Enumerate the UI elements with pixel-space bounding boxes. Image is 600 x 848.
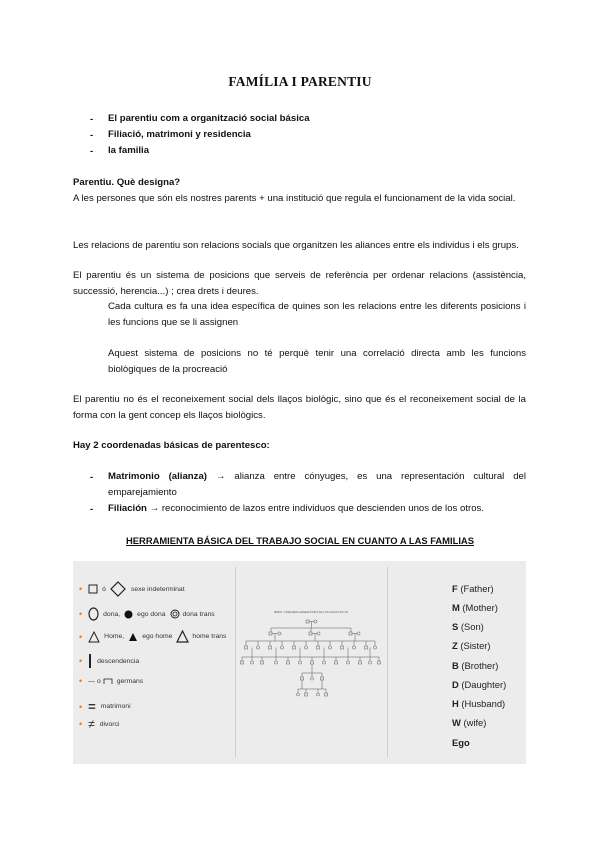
definition-text: reconocimiento de lazos entre individuos que descienden unos de los otros. <box>161 503 484 514</box>
legend-row: • ó sexe indeterminat <box>79 581 185 597</box>
legend-row: • ≠ divorci <box>79 717 120 731</box>
arrow-icon: → <box>149 503 162 514</box>
arrow-icon: → <box>215 471 235 482</box>
indented-paragraph: Cada cultura es fa una idea específica de quines son les relacions entre les diferents posicions i les funcions que se li assignen <box>108 301 526 328</box>
bullet-icon: • <box>79 609 83 619</box>
bullet-item: la familia <box>108 145 150 156</box>
equals-icon: = <box>88 699 96 714</box>
kinship-entry: W (wife) <box>452 717 487 728</box>
legend-row: • dona, ego dona dona trans <box>79 609 215 619</box>
bullet-icon: • <box>79 701 83 712</box>
bullet-icon: • <box>79 631 83 642</box>
bullet-icon: • <box>79 584 83 594</box>
kinship-entry: B (Brother) <box>452 660 499 671</box>
figure-heading: HERRAMIENTA BÁSICA DEL TRABAJO SOCIAL EN CUANTO A LAS FAMILIAS <box>126 535 474 546</box>
paragraph: Les relacions de parentiu son relacions socials que organitzen les aliances entre els individus i els grups. <box>73 240 519 251</box>
legend-row: • Home, ego home home trans <box>79 631 227 642</box>
kinship-entry: Z (Sister) <box>452 640 491 651</box>
kinship-entry: F (Father) <box>452 583 494 594</box>
page-title: FAMÍLIA I PARENTIU <box>228 74 372 89</box>
kinship-entry: H (Husband) <box>452 698 506 709</box>
bullet-icon: • <box>79 719 83 729</box>
triangle-trans-icon <box>176 630 189 643</box>
indented-paragraph: Aquest sistema de posicions no té perquè tenir una correlació directa amb les funcions biològiques de la procreació <box>108 348 526 375</box>
paragraph: El parentiu és un sistema de posicions que serveis de referència per ordenar relacions (assistència, successió, herencia...) ; crea drets i deures. <box>73 270 526 297</box>
kinship-entry: M (Mother) <box>452 602 498 613</box>
bullet-item: El parentiu com a organització social básica <box>108 113 310 124</box>
kinship-entry: Ego <box>452 737 470 748</box>
bullet-icon: • <box>79 676 83 686</box>
bullet-dash: - <box>90 114 94 125</box>
section-heading: Parentiu. Què designa? <box>73 177 181 188</box>
section-heading: Hay 2 coordenadas básicas de parentesco: <box>73 440 270 451</box>
paragraph: A les persones que són els nostres parents + una institució que regula el funcionament de la vida social. <box>73 193 516 204</box>
bullet-dash: - <box>90 504 94 515</box>
triangle-icon <box>88 631 100 643</box>
not-equal-icon: ≠ <box>88 717 95 731</box>
definition-term: Filiación <box>108 503 147 514</box>
filled-circle-icon <box>124 610 133 619</box>
bullet-dash: - <box>90 130 94 141</box>
sibling-bracket-icon <box>103 678 113 684</box>
legend-row: • = matrimoni <box>79 699 131 714</box>
divider <box>387 567 388 757</box>
definition-text: alianza entre cónyuges, es una representación cultural del emparejamiento <box>108 471 527 498</box>
bullet-dash: - <box>90 146 94 157</box>
definition-term: Matrimonio (alianza) <box>108 471 207 482</box>
genealogy-tree <box>238 619 383 699</box>
bullet-dash: - <box>90 472 94 483</box>
circle-trans-icon <box>170 609 180 619</box>
circle-icon <box>88 607 99 621</box>
bullet-item: Filiació, matrimoni y residencia <box>108 129 251 140</box>
legend-row: • — o germans <box>79 676 144 686</box>
legend-row: • descendencia <box>79 656 140 666</box>
vertical-line-icon <box>88 654 92 668</box>
kinship-entry: D (Daughter) <box>452 679 507 690</box>
divider <box>235 567 236 757</box>
bullet-icon: • <box>79 656 83 666</box>
paragraph: El parentiu no és el reconeixement social dels llaços biològic, sino que és el reconeixement social de la forma con la gent concep els llaços biològics. <box>73 394 526 421</box>
square-icon <box>88 584 98 594</box>
definition-item <box>108 501 526 517</box>
kinship-entry: S (Son) <box>452 621 484 632</box>
tree-caption: ÁRBOL Y ESQUEMA GENEALÓGICO DE LOS SIGLOS XIX-XX <box>273 611 349 614</box>
filled-triangle-icon <box>128 632 138 642</box>
definition-item <box>108 469 526 501</box>
diamond-icon <box>110 581 126 597</box>
